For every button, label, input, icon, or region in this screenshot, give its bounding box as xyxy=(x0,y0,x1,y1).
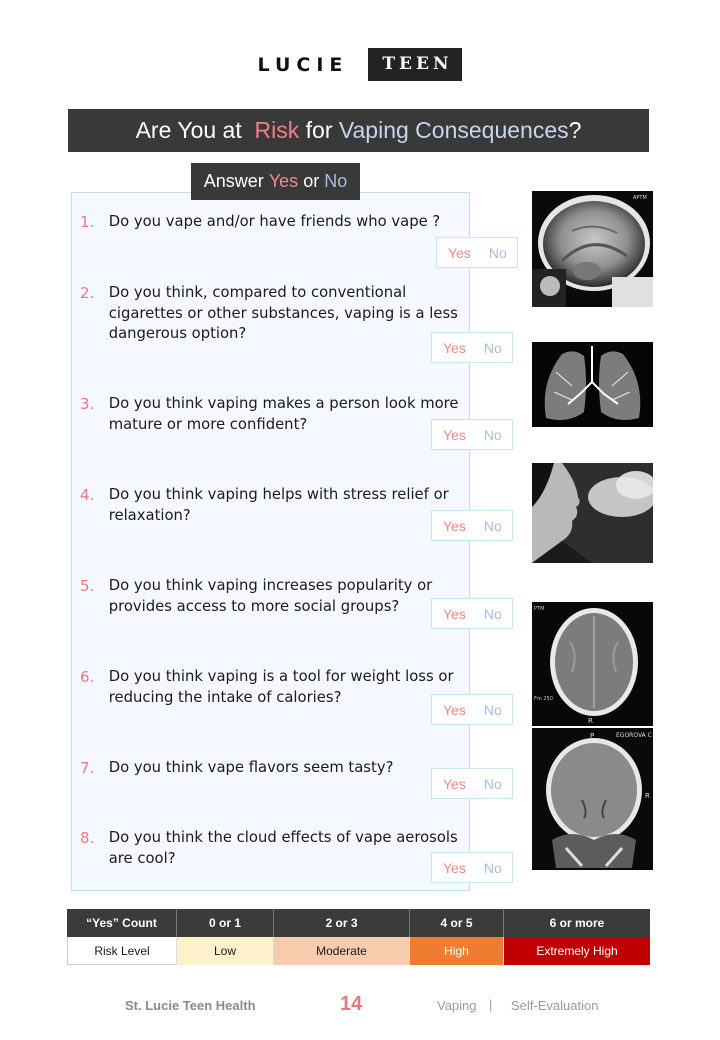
answer-or: or xyxy=(298,171,325,191)
question-1 xyxy=(80,212,460,233)
footer-publication: St. Lucie Teen Health xyxy=(125,998,256,1013)
legend-header-cell: 4 or 5 xyxy=(410,909,504,937)
question-number: 3. xyxy=(80,395,95,413)
question-text: Do you vape and/or have friends who vape ? xyxy=(108,213,441,230)
logo-word-teen: TEEN xyxy=(368,48,462,81)
scan-tag: R xyxy=(588,717,593,725)
yes-option[interactable]: Yes xyxy=(443,426,466,443)
legend-level-cell: Risk Level xyxy=(67,937,177,965)
question-number: 6. xyxy=(80,668,95,686)
scan-tag: R xyxy=(645,792,650,800)
no-option[interactable]: No xyxy=(488,244,507,261)
footer-section: Vaping xyxy=(437,998,477,1013)
legend-level-row xyxy=(67,937,650,965)
answer-choice-7[interactable] xyxy=(431,768,513,799)
yes-option[interactable]: Yes xyxy=(443,701,466,718)
legend-header-row xyxy=(67,909,650,937)
footer-subsection: Self-Evaluation xyxy=(511,998,599,1013)
question-text: Do you think vaping is a tool for weight loss or reducing the intake of calories? xyxy=(108,668,454,706)
yes-option[interactable]: Yes xyxy=(443,517,466,534)
scan-tag: EGOROVA C xyxy=(616,732,652,739)
question-number: 4. xyxy=(80,486,95,504)
footer-separator: | xyxy=(489,997,493,1012)
answer-choice-5[interactable] xyxy=(431,598,513,629)
no-option[interactable]: No xyxy=(483,775,502,792)
question-number: 2. xyxy=(80,284,95,302)
question-number: 7. xyxy=(80,759,95,777)
scan-tag: APTM xyxy=(633,195,647,201)
scan-tag: Fm 250 xyxy=(534,696,553,702)
answer-choice-2[interactable] xyxy=(431,332,513,363)
no-option[interactable]: No xyxy=(483,517,502,534)
title-risk: Risk xyxy=(254,117,300,143)
question-number: 5. xyxy=(80,577,95,595)
question-text: Do you think, compared to conventional cigarettes or other substances, vaping is a less dangerous option? xyxy=(108,284,458,342)
question-8 xyxy=(80,828,460,869)
scan-tag: P xyxy=(590,732,595,740)
legend-header-cell: 2 or 3 xyxy=(274,909,410,937)
page-footer xyxy=(0,995,720,1017)
no-option[interactable]: No xyxy=(483,339,502,356)
answer-choice-3[interactable] xyxy=(431,419,513,450)
yes-option[interactable]: Yes xyxy=(443,859,466,876)
title-part1: Are You at xyxy=(135,117,255,143)
legend-header-cell: “Yes” Count xyxy=(67,909,177,937)
page-title-bar xyxy=(68,109,649,152)
answer-yes: Yes xyxy=(268,171,299,191)
page-title xyxy=(136,117,582,144)
brain-ct-coronal-image xyxy=(532,728,653,870)
yes-option[interactable]: Yes xyxy=(443,775,466,792)
legend-level-cell: Extremely High xyxy=(504,937,650,965)
legend-header-cell: 6 or more xyxy=(504,909,650,937)
question-4 xyxy=(80,485,460,526)
answer-choice-1[interactable] xyxy=(436,237,518,268)
yes-option[interactable]: Yes xyxy=(443,339,466,356)
title-vaping: Vaping Consequences xyxy=(338,117,569,143)
question-6 xyxy=(80,667,460,708)
title-part2: for xyxy=(299,117,339,143)
question-text: Do you think the cloud effects of vape aerosols are cool? xyxy=(108,829,458,867)
legend-header-cell: 0 or 1 xyxy=(177,909,274,937)
question-text: Do you think vaping makes a person look more mature or more confident? xyxy=(108,395,459,433)
no-option[interactable]: No xyxy=(483,605,502,622)
brand-logo xyxy=(0,48,720,81)
answer-choice-8[interactable] xyxy=(431,852,513,883)
yes-option[interactable]: Yes xyxy=(448,244,471,261)
page-number: 14 xyxy=(340,993,363,1015)
question-2 xyxy=(80,283,460,345)
answer-choice-4[interactable] xyxy=(431,510,513,541)
yes-option[interactable]: Yes xyxy=(443,605,466,622)
question-3 xyxy=(80,394,460,435)
no-option[interactable]: No xyxy=(483,859,502,876)
scan-tag: PTM xyxy=(534,606,545,612)
answer-prefix: Answer xyxy=(203,171,269,191)
answer-instruction xyxy=(191,163,360,200)
lungs-xray-image xyxy=(532,342,653,427)
question-text: Do you think vaping helps with stress relief or relaxation? xyxy=(108,486,449,524)
legend-level-cell: Moderate xyxy=(274,937,410,965)
question-number: 8. xyxy=(80,829,95,847)
no-option[interactable]: No xyxy=(483,426,502,443)
question-7 xyxy=(80,758,460,779)
question-number: 1. xyxy=(80,213,95,231)
question-5 xyxy=(80,576,460,617)
no-option[interactable]: No xyxy=(483,701,502,718)
title-part3: ? xyxy=(568,117,582,143)
legend-level-cell: Low xyxy=(177,937,274,965)
brain-ct-axial-image xyxy=(532,602,653,726)
question-text: Do you think vape flavors seem tasty? xyxy=(108,759,394,776)
risk-legend-table xyxy=(67,909,650,965)
legend-level-cell: High xyxy=(410,937,504,965)
person-exhaling-vapor-image xyxy=(532,463,653,563)
question-text: Do you think vaping increases popularity or provides access to more social groups? xyxy=(108,577,433,615)
answer-choice-6[interactable] xyxy=(431,694,513,725)
brain-scan-sagittal-image xyxy=(532,191,653,307)
answer-no: No xyxy=(324,171,348,191)
logo-word-lucie: LUCIE xyxy=(257,53,349,76)
